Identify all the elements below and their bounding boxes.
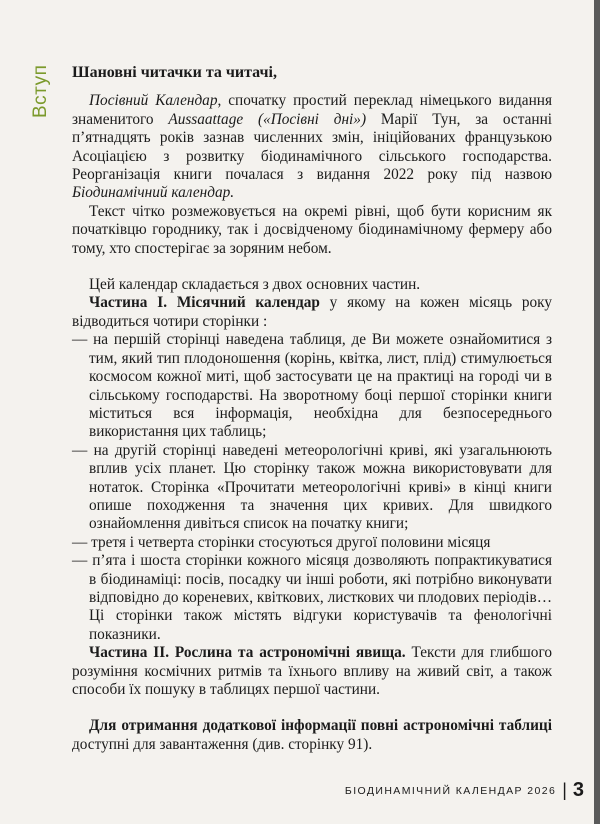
main-text	[72, 64, 552, 754]
page-number: 3	[572, 779, 584, 801]
structure-lead: Цей календар складається з двох основних частин.	[89, 276, 421, 294]
download-note-bold: Для отримання додаткової інформації повні астрономічні таблиці	[89, 717, 552, 735]
greeting: Шановні читачки та читачі,	[72, 64, 277, 81]
part2-text: Тексти для глибшого розуміння космічних ритмів та їхнього впливу на живий світ, а також способи їх пошуку в таблицях першої частини.	[72, 644, 552, 698]
part1-title: Частина І. Місячний календар	[89, 294, 320, 312]
intro-paragraph	[72, 92, 552, 202]
section-label: Вступ	[30, 64, 51, 118]
download-note	[72, 717, 552, 754]
running-title: БІОДИНАМІЧНИЙ КАЛЕНДАР 2026	[344, 784, 557, 797]
levels-paragraph: Текст чітко розмежовується на окремі рівні, щоб бути корисним як початківцю городнику, так і досвідченому біодинамічному фермеру або тому, хто спостерігає за зоряним небом.	[72, 202, 552, 257]
list-item-page5-6: — п’ята і шоста сторінки кожного місяця дозволяють попрактикуватися в біодинаміці: посів, посадку чи інші роботи, які потрібно виконувати відповідно до кореневих, квіткових, листкових чи плодових періодів… Ці сторінки також містять відгуки користувачів та фенологічні показники.	[72, 552, 552, 643]
part1-text: у якому на кожен місяць року відводиться чотири сторінки :	[72, 294, 553, 330]
biodynamic-calendar-italic: Біодинамічний календар.	[72, 184, 235, 202]
intro-text-1: , спочатку простий переклад німецького видання знаменитого	[72, 92, 552, 128]
part2-title: Частина ІІ. Рослина та астрономічні явища.	[89, 644, 406, 662]
calendar-title-italic: Посівний Календар	[89, 92, 218, 110]
part1-paragraph	[72, 294, 552, 331]
aussaattage-italic: Aussaattage («Посівні дні»)	[168, 110, 367, 128]
download-note-text: доступні для завантаження (див. сторінку 91).	[72, 735, 373, 753]
list-item-page3-4: — третя і четверта сторінки стосуються другої половини місяця	[72, 533, 491, 551]
footer-separator: |	[562, 780, 567, 800]
intro-text-2: Марії Тун, за останні п’ятнадцять років зазнав численних змін, ініційованих французькою Асоціацією з розвитку біодинамічного сільського господарства. Реорганізація книги почалася з видання 2022 року під назвою	[72, 110, 553, 184]
list-item-page2: — на другій сторінці наведені метеорологічні криві, які узагальнюють вплив усіх планет. Цю сторінку також можна використовувати для нотаток. Сторінка «Прочитати метеорологічні криві» в кінці книги опише походження та значення цих кривих. Для швидкого ознайомлення дивіться список на початку книги;	[72, 441, 552, 533]
list-item-page1: — на першій сторінці наведена таблиця, де Ви можете ознайомитися з тим, який тип плодоношення (корінь, квітка, лист, плід) стимулюється космосом кожної миті, щоб застосувати це на практиці на городі чи в сільському господарстві. На зворотному боці першої сторінки книги міститься вся інформація, необхідна для безпосереднього використання цих таблиць;	[72, 331, 552, 441]
part2-paragraph	[72, 644, 552, 699]
page-footer	[345, 779, 584, 802]
